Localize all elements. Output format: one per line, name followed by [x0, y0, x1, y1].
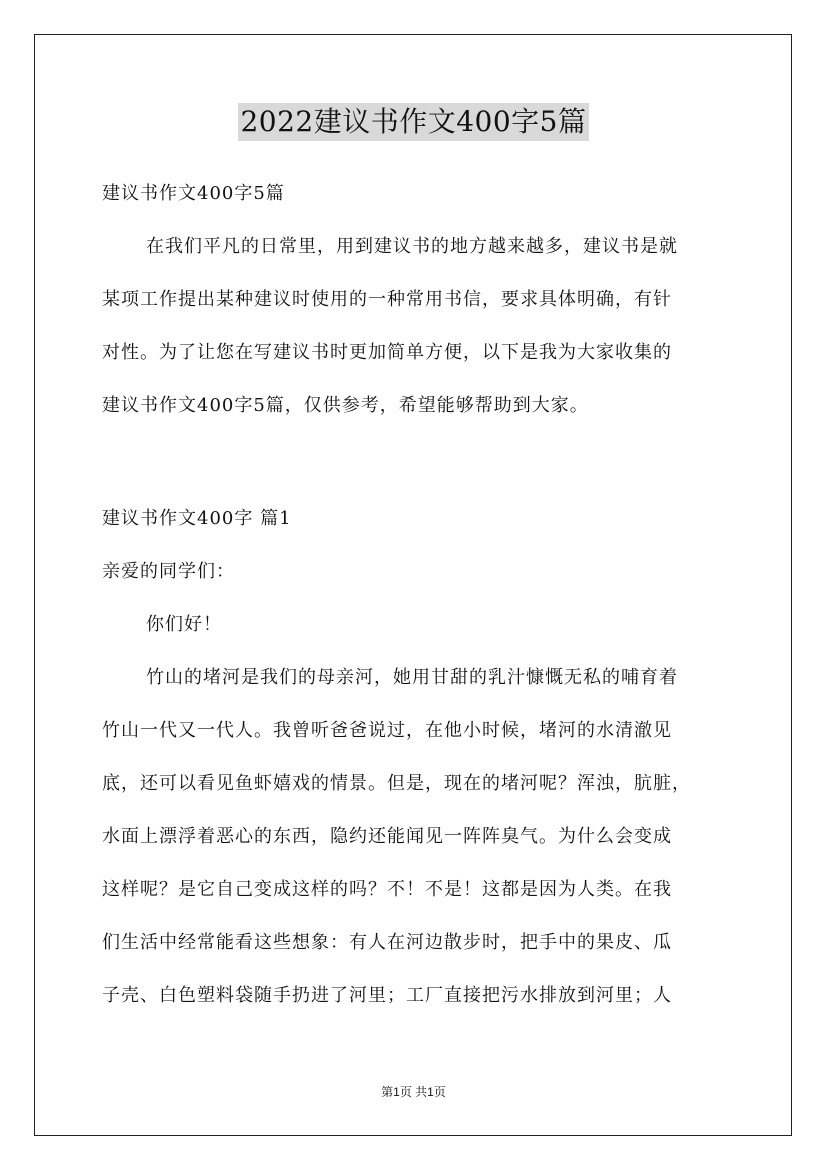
intro-line: 在我们平凡的日常里，用到建议书的地方越来越多，建议书是就 [146, 236, 678, 257]
body-line: 们生活中经常能看这些想象：有人在河边散步时，把手中的果皮、瓜 [102, 932, 672, 953]
body-line: 竹山的堵河是我们的母亲河，她用甘甜的乳汁慷慨无私的哺育着 [146, 667, 678, 688]
document-title: 2022建议书作文400字5篇 [238, 103, 588, 141]
intro-line: 某项工作提出某种建议时使用的一种常用书信，要求具体明确，有针 [102, 289, 672, 310]
body-line: 子壳、白色塑料袋随手扔进了河里；工厂直接把污水排放到河里；人 [102, 985, 672, 1006]
document-body [102, 172, 728, 1027]
body-line: 底，还可以看见鱼虾嬉戏的情景。但是，现在的堵河呢？浑浊，肮脏， [102, 773, 691, 794]
section-heading: 建议书作文400字 篇1 [102, 508, 292, 529]
subtitle: 建议书作文400字5篇 [102, 183, 285, 204]
intro-line: 对性。为了让您在写建议书时更加简单方便，以下是我为大家收集的 [102, 342, 672, 363]
body-line: 水面上漂浮着恶心的东西，隐约还能闻见一阵阵臭气。为什么会变成 [102, 826, 672, 847]
greeting: 你们好！ [146, 614, 222, 635]
body-line: 竹山一代又一代人。我曾听爸爸说过，在他小时候，堵河的水清澈见 [102, 720, 672, 741]
body-line: 这样呢？是它自己变成这样的吗？不！不是！这都是因为人类。在我 [102, 879, 672, 900]
paragraph-spacer [102, 437, 728, 497]
page-footer: 第1页 共1页 [381, 1085, 446, 1099]
intro-line: 建议书作文400字5篇，仅供参考，希望能够帮助到大家。 [102, 395, 589, 416]
salutation: 亲爱的同学们： [102, 561, 235, 582]
title-container [0, 103, 827, 141]
